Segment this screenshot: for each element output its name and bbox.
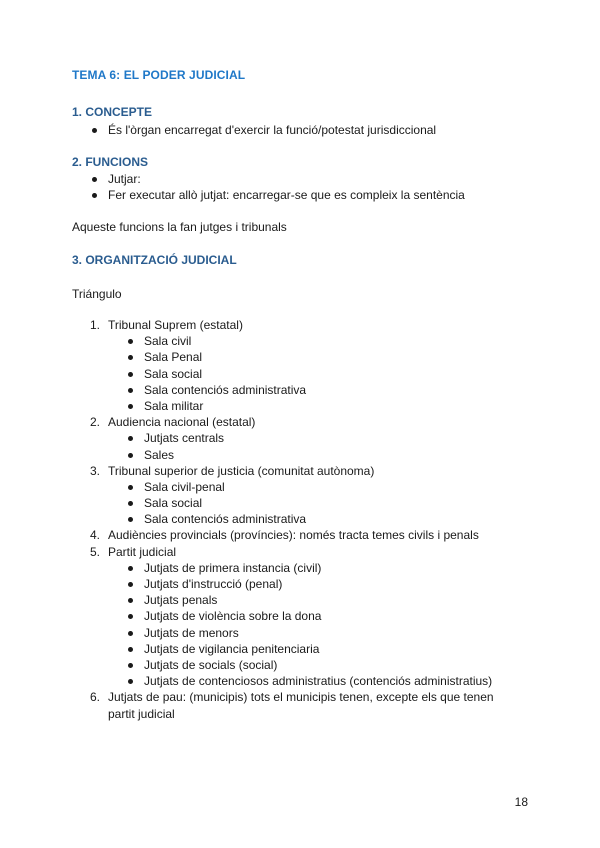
list-item: Jutjar:	[90, 171, 465, 187]
list-item: Jutjats de contenciosos administratius (contenciós administratius)	[126, 673, 510, 689]
list-item: Jutjats penals	[126, 592, 510, 608]
sub-bullet-list	[108, 479, 510, 528]
list-item: Sala contenciós administrativa	[126, 382, 510, 398]
list-item: Jutjats de primera instancia (civil)	[126, 560, 510, 576]
list-item: Jutjats d'instrucció (penal)	[126, 576, 510, 592]
numbered-list-item	[90, 414, 510, 463]
sub-bullet-list	[108, 430, 510, 462]
concepte-bullet-list	[90, 122, 436, 138]
item-number: 2.	[90, 415, 101, 430]
section-heading-funcions: 2. FUNCIONS	[72, 155, 149, 169]
numbered-list-item	[90, 544, 510, 690]
section-heading-concepte: 1. CONCEPTE	[72, 105, 153, 119]
funcions-bullet-list	[90, 171, 465, 203]
list-item: Fer executar allò jutjat: encarregar-se que es compleix la sentència	[90, 187, 465, 203]
list-item: Sala militar	[126, 398, 510, 414]
item-number: 6.	[90, 690, 101, 705]
numbered-list-item	[90, 463, 510, 528]
organitzacio-intro: Triángulo	[72, 287, 122, 301]
organitzacio-numbered-list	[90, 317, 510, 722]
item-label: Audiències provincials (províncies): només tracta temes civils i penals	[108, 528, 479, 543]
sub-bullet-list	[108, 333, 510, 414]
item-number: 4.	[90, 528, 101, 543]
numbered-list-item	[90, 689, 510, 721]
page-number: 18	[514, 795, 528, 809]
item-number: 3.	[90, 463, 101, 478]
sub-bullet-list	[108, 560, 510, 690]
numbered-list-item	[90, 527, 510, 543]
list-item: Jutjats de socials (social)	[126, 657, 510, 673]
item-number: 5.	[90, 544, 101, 559]
section-heading-organitzacio: 3. ORGANITZACIÓ JUDICIAL	[72, 253, 237, 267]
document-title: TEMA 6: EL PODER JUDICIAL	[72, 68, 246, 82]
list-item: Sala Penal	[126, 349, 510, 365]
list-item: Sala civil	[126, 333, 510, 349]
numbered-list-item	[90, 317, 510, 414]
item-label: Partit judicial	[108, 544, 177, 559]
list-item: Sales	[126, 447, 510, 463]
list-item: Sala social	[126, 495, 510, 511]
list-item: Jutjats de menors	[126, 625, 510, 641]
funcions-note: Aqueste funcions la fan jutges i tribunals	[72, 220, 287, 234]
list-item: Sala civil-penal	[126, 479, 510, 495]
list-item: Sala social	[126, 366, 510, 382]
item-label: Jutjats de pau: (municipis) tots el municipis tenen, excepte els que tenen partit judicial	[108, 690, 494, 721]
item-label: Tribunal superior de justicia (comunitat autònoma)	[108, 463, 375, 478]
item-number: 1.	[90, 318, 101, 332]
list-item: Sala contenciós administrativa	[126, 511, 510, 527]
list-item: Jutjats de vigilancia penitenciaria	[126, 641, 510, 657]
list-item: És l'òrgan encarregat d'exercir la funció/potestat jurisdiccional	[90, 122, 436, 138]
item-label: Tribunal Suprem (estatal)	[108, 318, 243, 332]
item-label: Audiencia nacional (estatal)	[108, 415, 256, 430]
list-item: Jutjats de violència sobre la dona	[126, 608, 510, 624]
list-item: Jutjats centrals	[126, 430, 510, 446]
